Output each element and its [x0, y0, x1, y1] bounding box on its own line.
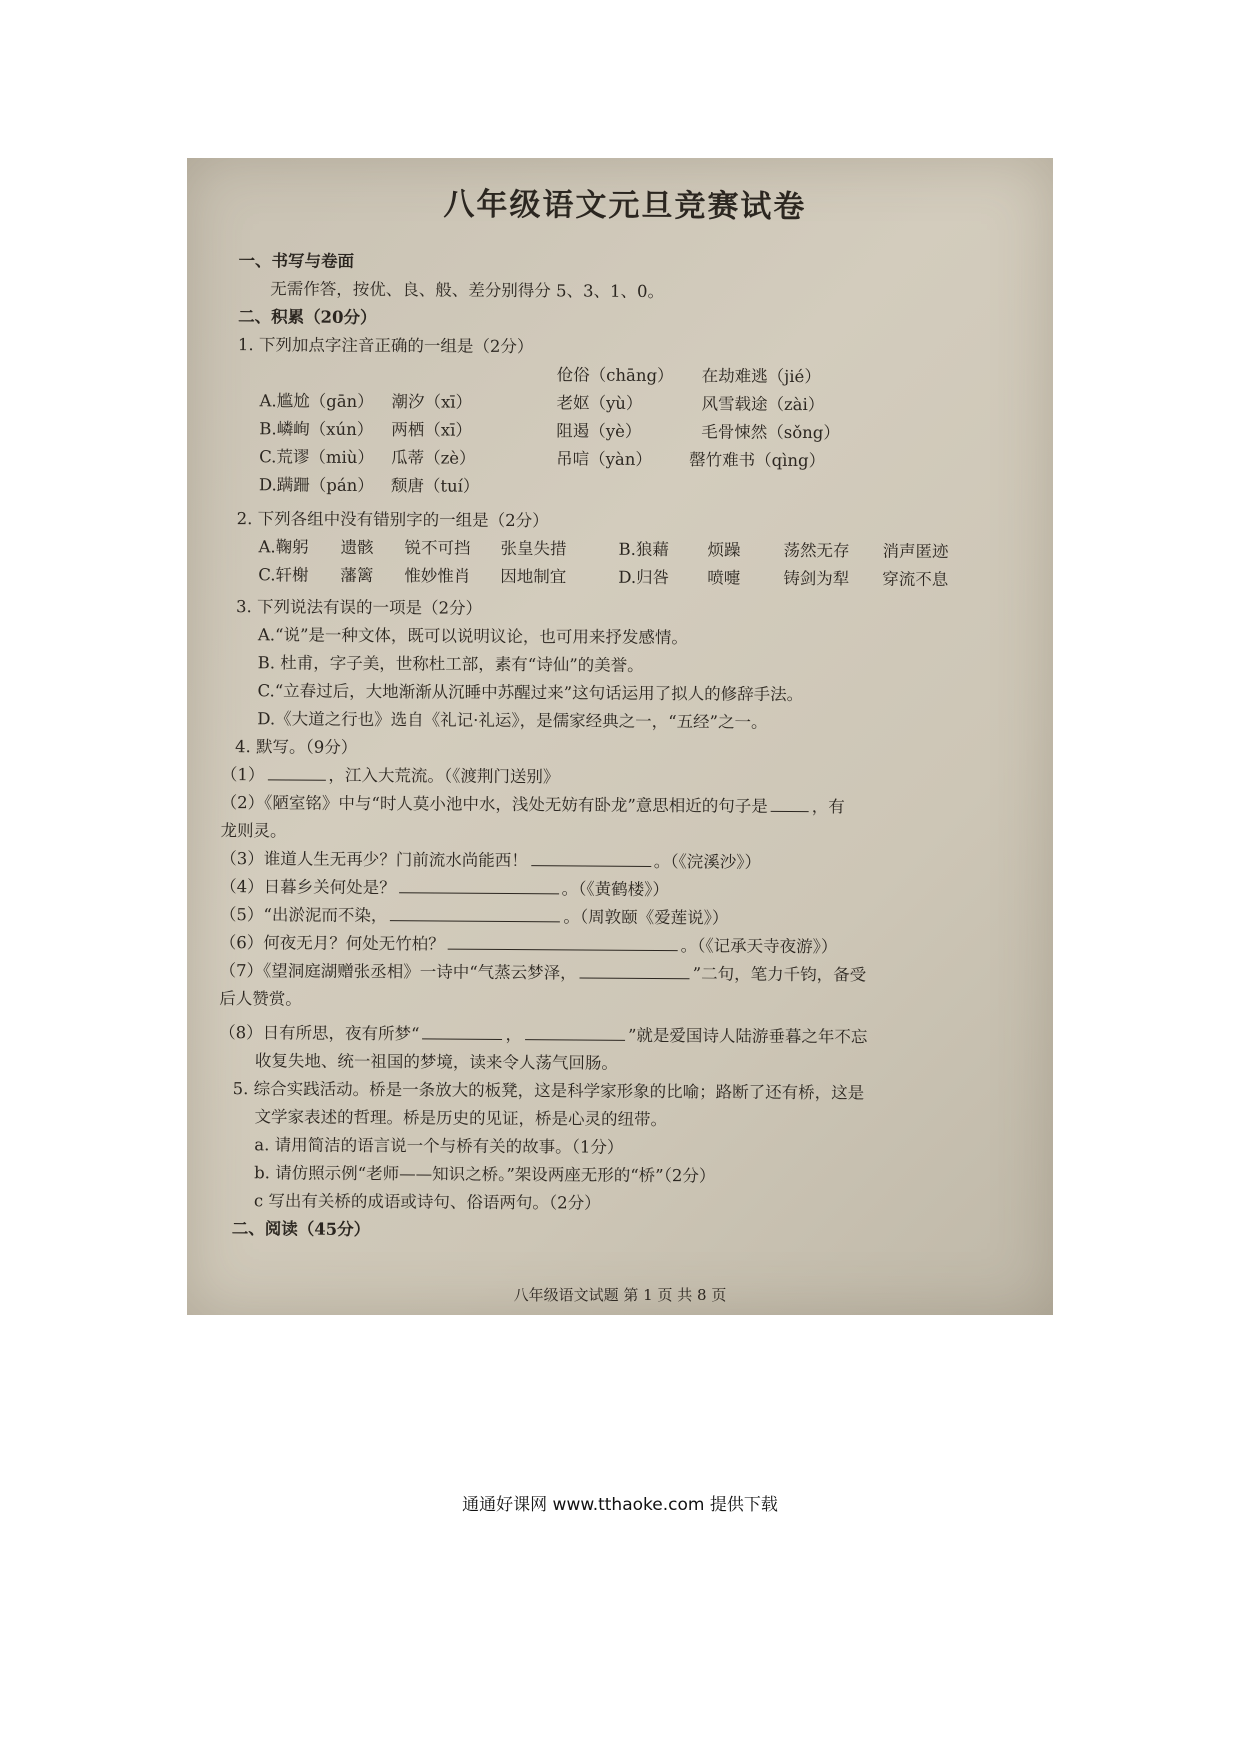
q4-item: （5）“出淤泥而不染， 。（周敦颐《爱莲说》） [220, 901, 1020, 935]
answer-blank[interactable] [390, 902, 560, 922]
answer-blank[interactable] [531, 847, 651, 867]
q3-option: C.“立春过后，大地渐渐从沉睡中苏醒过来”这句话运用了拟人的修辞手法。 [257, 681, 804, 705]
answer-blank[interactable] [580, 959, 690, 979]
q1-cell: 伧俗（chāng） [556, 365, 674, 386]
q2-cell: 张皇失措 [500, 538, 567, 559]
answer-blank[interactable] [399, 874, 559, 894]
q1-cell: 两栖（xī） [391, 420, 472, 440]
q2-stem: 2. 下列各组中没有错别字的一组是（2分） [236, 509, 549, 531]
q1-cell: 瓜蒂（zè） [391, 448, 476, 468]
q2-cell: C.轩榭 [258, 565, 309, 585]
page-footer: 八年级语文试题 第 1 页 共 8 页 [513, 1286, 727, 1304]
q1-cell: 罄竹难书（qìng） [689, 450, 826, 471]
q1-cell: 风雪载途（zài） [701, 394, 825, 415]
q3-option: A.“说”是一种文体，既可以说明议论，也可用来抒发感情。 [257, 625, 688, 648]
q4-item: （3）谁道人生无再少？门前流水尚能西！ 。（《浣溪沙》） [220, 848, 762, 872]
download-credit: 通通好课网 www.tthaoke.com 提供下载 [462, 1495, 778, 1515]
q2-cell: 惟妙惟肖 [404, 566, 471, 586]
answer-blank[interactable] [448, 931, 678, 952]
q2-cell: A.鞠躬 [258, 537, 309, 557]
q5-sub-b: b. 请仿照示例“老师——知识之桥。”架设两座无形的“桥”（2分） [254, 1163, 716, 1186]
exam-photo [187, 158, 1053, 1315]
q2-cell: 喷嚏 [707, 568, 741, 588]
section-2-heading: 二、积累（20分） [238, 307, 377, 328]
q2-cell: 锐不可挡 [404, 538, 471, 558]
q5-stem: 5. 综合实践活动。桥是一条放大的板凳，这是科学家形象的比喻；路断了还有桥，这是 [232, 1079, 865, 1103]
q3-option: B. 杜甫，字子美，世称杜工部，素有“诗仙”的美誉。 [257, 653, 644, 675]
q4-item-cont: 后人赞赏。 [219, 988, 302, 1009]
q2-row [222, 561, 1022, 595]
q2-cell: D.归咎 [618, 567, 670, 588]
q4-item-cont: 龙则灵。 [220, 820, 287, 841]
exam-sheet [218, 188, 1025, 1249]
q1-cell: 在劫难逃（jié） [701, 366, 821, 387]
section-1-text: 无需作答，按优、良、般、差分别得分 5、3、1、0。 [270, 279, 665, 302]
q4-stem: 4. 默写。（9分） [235, 737, 358, 757]
q1-cell: 潮汐（xī） [391, 392, 473, 412]
q2-cell: 消声匿迹 [882, 541, 949, 562]
q5-stem-cont: 文学家表述的哲理。桥是历史的见证，桥是心灵的纽带。 [254, 1107, 668, 1130]
q1-cell: D.蹒跚（pán） [258, 475, 374, 496]
q2-cell: B.狼藉 [618, 539, 669, 560]
q1-cell: 阻遏（yè） [556, 421, 642, 441]
answer-blank[interactable] [771, 793, 809, 812]
q2-cell: 铸剑为犁 [783, 568, 850, 589]
q3-stem: 3. 下列说法有误的一项是（2分） [236, 597, 483, 618]
q1-cell: 老妪（yù） [556, 393, 643, 413]
q2-cell: 藩篱 [340, 565, 374, 586]
answer-blank[interactable] [267, 761, 325, 780]
q2-cell: 因地制宜 [500, 566, 567, 587]
page-title: 八年级语文元旦竞赛试卷 [443, 186, 807, 226]
q1-stem: 1. 下列加点字注音正确的一组是（2分） [237, 335, 534, 357]
q4-item: （2）《陋室铭》中与“时人莫小池中水，浅处无妨有卧龙”意思相近的句子是 ，有 [220, 792, 845, 817]
q5-sub-c: c 写出有关桥的成语或诗句、俗语两句。（2分） [253, 1191, 601, 1213]
section-1-heading: 一、书写与卷面 [238, 251, 355, 271]
q2-cell: 烦躁 [707, 540, 741, 560]
section-3-heading: 二、阅读（45分） [231, 1219, 371, 1240]
q5-sub-a: a. 请用简洁的语言说一个与桥有关的故事。（1分） [254, 1135, 624, 1157]
q4-item-cont: 收复失地、统一祖国的梦境，读来令人荡气回肠。 [254, 1051, 618, 1073]
q2-cell: 遗骸 [340, 537, 374, 558]
q4-item: （7）《望洞庭湖赠张丞相》一诗中“气蒸云梦泽， ”二句，笔力千钧，备受 [219, 960, 867, 985]
q3-option: D.《大道之行也》选自《礼记·礼运》，是儒家经典之一，“五经”之一。 [257, 709, 768, 732]
q1-cell: 吊唁（yàn） [556, 449, 652, 469]
q4-item: （1） ，江入大荒流。（《渡荆门送别》 [221, 761, 1021, 795]
q1-row [223, 471, 1023, 505]
q1-cell: 毛骨悚然（sǒng） [701, 422, 840, 443]
q4-item: （4）日暮乡关何处是？ 。（《黄鹤楼》） [220, 873, 1020, 907]
q4-item: （6）何夜无月？何处无竹柏？ 。（《记承天寺夜游》） [220, 929, 1020, 963]
q4-item: （8）日有所思，夜有所梦“ ， ”就是爱国诗人陆游垂暮之年不忘 [219, 1019, 1019, 1053]
q1-cell: 颓唐（tuí） [390, 476, 480, 496]
q1-cell: B.嶙峋（xún） [259, 419, 374, 440]
q2-cell: 荡然无存 [783, 540, 850, 561]
q1-cell: A.尴尬（gān） [259, 391, 374, 412]
answer-blank[interactable] [525, 1021, 625, 1041]
answer-blank[interactable] [422, 1020, 502, 1040]
q2-cell: 穿流不息 [882, 569, 949, 590]
q1-cell: C.荒谬（miù） [259, 447, 375, 468]
